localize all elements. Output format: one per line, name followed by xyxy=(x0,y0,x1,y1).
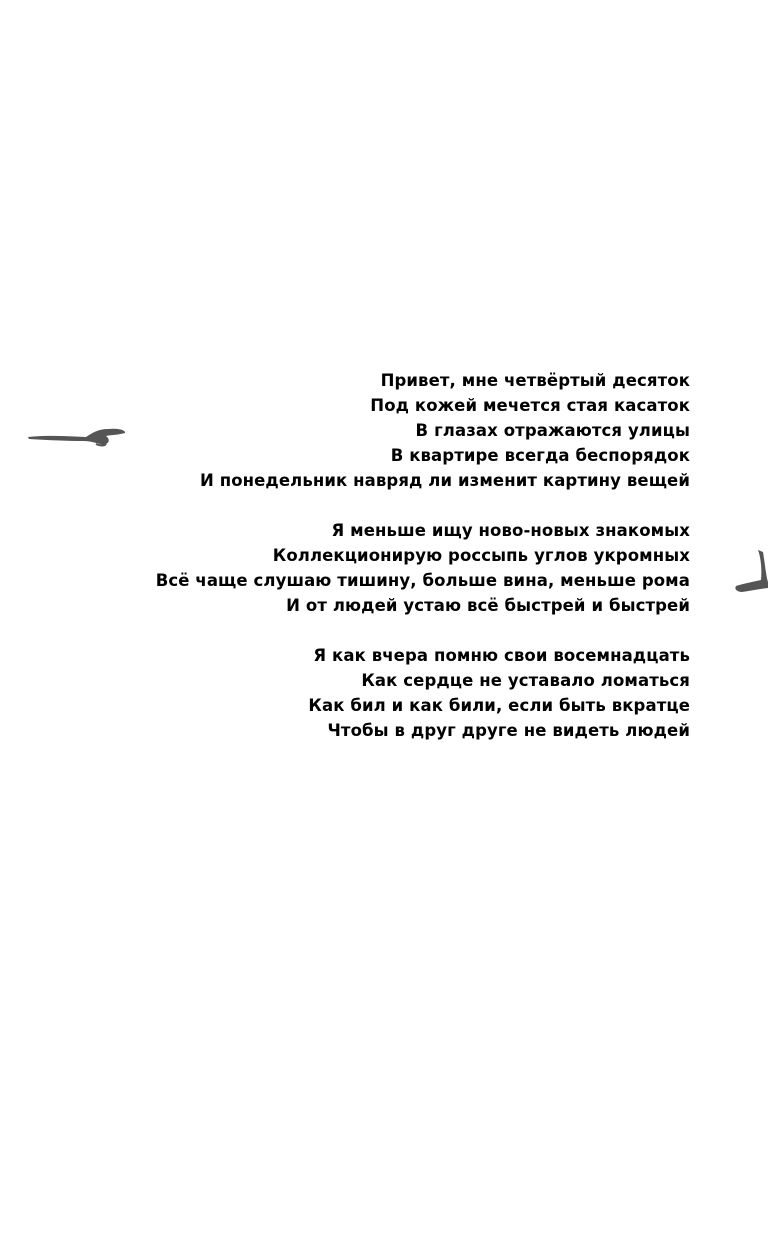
brush-stroke-right xyxy=(728,548,768,600)
poem-line: В квартире всегда беспорядок xyxy=(390,446,690,465)
poem-line: Как сердце не уставало ломаться xyxy=(361,671,690,690)
poem-line: Я как вчера помню свои восемнадцать xyxy=(313,646,690,665)
poem-line: Всё чаще слушаю тишину, больше вина, меньше рома xyxy=(155,571,690,590)
poem-line: И понедельник навряд ли изменит картину вещей xyxy=(199,471,690,490)
poem-line: Как бил и как били, если быть вкратце xyxy=(308,696,690,715)
stanza-1 xyxy=(70,368,690,493)
poem-line: В глазах отражаются улицы xyxy=(415,421,690,440)
stanza-2 xyxy=(70,518,690,618)
poem-line: Чтобы в друг друге не видеть людей xyxy=(327,721,690,740)
poem-line: Под кожей мечется стая касаток xyxy=(370,396,690,415)
poem-line: Привет, мне четвёртый десяток xyxy=(380,371,690,390)
poem-line: И от людей устаю всё быстрей и быстрей xyxy=(286,596,690,615)
poem-line: Я меньше ищу ново-новых знакомых xyxy=(331,521,690,540)
poem xyxy=(70,368,690,768)
poem-line: Коллекционирую россыпь углов укромных xyxy=(272,546,690,565)
stanza-3 xyxy=(70,643,690,743)
